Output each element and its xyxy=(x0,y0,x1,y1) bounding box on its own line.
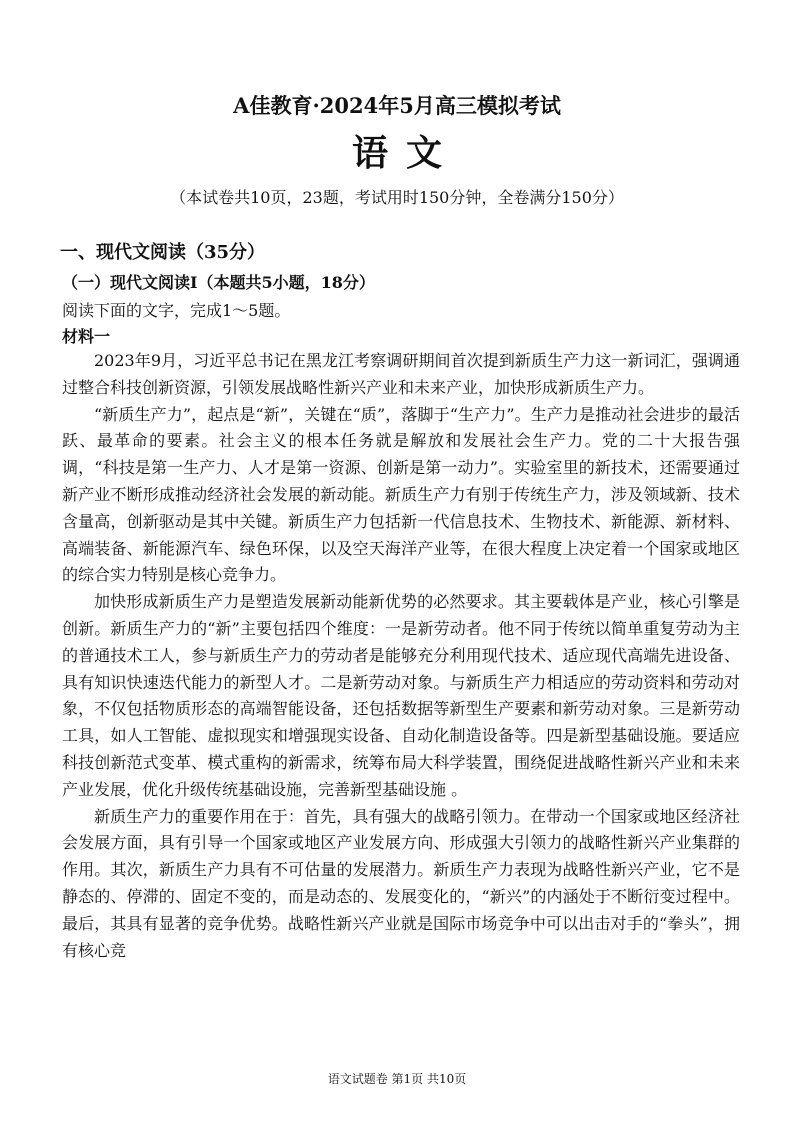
paragraph: 新质生产力的重要作用在于：首先，具有强大的战略引领力。在带动一个国家或地区经济社会发展方面，具有引导一个国家或地区产业发展方向、形成强大引领力的战略性新兴产业集群的作用。其次，新质生产力具有不可估量的发展潜力。新质生产力表现为战略性新兴产业，它不是静态的、停滞的、固定不变的，而是动态的、发展变化的，“新兴”的内涵处于不断衍变过程中。最后，其具有显著的竞争优势。战略性新兴产业就是国际市场竞争中可以出击对手的“拳头”，拥有核心竞 xyxy=(62,806,740,960)
page-footer: 语文试题卷 第1页 共10页 xyxy=(327,1072,467,1086)
material-label: 材料一 xyxy=(62,327,111,346)
section-heading: 一、现代文阅读（35分） xyxy=(60,242,266,263)
subsection-heading: （一）现代文阅读I（本题共5小题，18分） xyxy=(62,273,375,292)
paragraph: 加快形成新质生产力是塑造发展新动能新优势的必然要求。其主要载体是产业，核心引擎是创新。新质生产力的“新”主要包括四个维度：一是新劳动者。他不同于传统以简单重复劳动为主的普通技术工人，参与新质生产力的劳动者是能够充分利用现代技术、适应现代高端先进设备、具有知识快速迭代能力的新型人才。二是新劳动对象。与新质生产力相适应的劳动资料和劳动对象，不仅包括物质形态的高端智能设备，还包括数据等新型生产要素和新劳动对象。三是新劳动工具，如人工智能、虚拟现实和增强现实设备、自动化制造设备等。四是新型基础设施。要适应科技创新范式变革、模式重构的新需求，统筹布局大科学装置，围绕促进战略性新兴产业和未来产业发展，优化升级传统基础设施，完善新型基础设施 。 xyxy=(62,592,740,799)
material-body xyxy=(62,348,740,964)
paragraph: “新质生产力”，起点是“新”，关键在“质”，落脚于“生产力”。生产力是推动社会进步的最活跃、最革命的要素。社会主义的根本任务就是解放和发展社会生产力。党的二十大报告强调，“科技是第一生产力、人才是第一资源、创新是第一动力”。实验室里的新技术，还需要通过新产业不断形成推动经济社会发展的新动能。新质生产力有别于传统生产力，涉及领域新、技术含量高，创新驱动是其中关键。新质生产力包括新一代信息技术、生物技术、新能源、新材料、高端装备、新能源汽车、绿色环保，以及空天海洋产业等，在很大程度上决定着一个国家或地区的综合实力特别是核心竞争力。 xyxy=(62,404,740,585)
paragraph: 2023年9月，习近平总书记在黑龙江考察调研期间首次提到新质生产力这一新词汇，强调通过整合科技创新资源，引领发展战略性新兴产业和未来产业，加快形成新质生产力。 xyxy=(62,351,740,397)
exam-info: （本试卷共10页，23题，考试用时150分钟，全卷满分150分） xyxy=(170,188,624,207)
exam-title: A佳教育·2024年5月高三模拟考试 xyxy=(233,93,561,118)
subject-title: 语文 xyxy=(351,132,460,174)
reading-instruction: 阅读下面的文字，完成1～5题。 xyxy=(62,301,291,320)
